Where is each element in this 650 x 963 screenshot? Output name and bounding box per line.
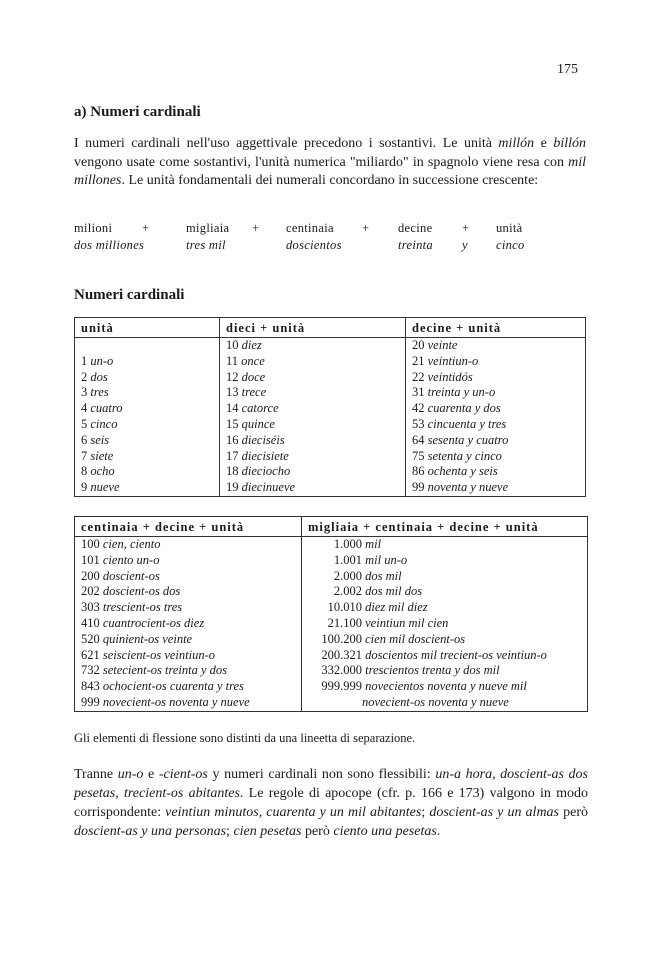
seq-term: milioni <box>74 221 113 235</box>
table-cell <box>412 433 579 449</box>
seq-term: centinaia <box>286 221 334 235</box>
cell-number: 9 <box>81 480 88 495</box>
cell-word: doscientos mil trecient-os veintiun-o <box>365 647 547 662</box>
cell-number: 14 <box>226 401 239 416</box>
cell-number: 99 <box>412 480 425 495</box>
cell-word: cien mil doscient-os <box>365 631 466 646</box>
seq-example: tres mil <box>186 238 226 252</box>
cell-number: 12 <box>226 369 239 384</box>
table-title: Numeri cardinali <box>74 287 185 303</box>
cell-word: mil un-o <box>365 552 408 567</box>
cell-word: un-o <box>90 353 114 368</box>
table-cell <box>226 354 399 370</box>
cell-number: 732 <box>81 663 100 678</box>
column-header: dieci + unità <box>220 318 406 338</box>
table-cell <box>81 663 295 679</box>
cell-number: 18 <box>226 464 239 479</box>
table-column <box>220 338 406 497</box>
table-cell <box>81 616 295 632</box>
cell-word: diez <box>241 338 262 352</box>
table-cell <box>226 433 399 449</box>
table-cell <box>81 433 213 449</box>
table-cell <box>226 338 399 354</box>
cell-word: noventa y nueve <box>427 480 509 495</box>
cell-number: 17 <box>226 448 239 463</box>
cell-word: veintidós <box>427 369 473 384</box>
cell-number: 20 <box>412 338 425 352</box>
cell-word: setecient-os treinta y dos <box>102 663 228 678</box>
cell-number: 621 <box>81 647 100 662</box>
table-cell <box>308 663 581 679</box>
cell-number: 86 <box>412 464 425 479</box>
cell-number: 332.000 <box>321 663 362 678</box>
cell-number: 31 <box>412 385 425 400</box>
table-cell <box>81 417 213 433</box>
seq-example: doscientos <box>286 238 342 252</box>
cell-number: 100 <box>81 537 100 551</box>
seq-plus: + <box>462 221 470 235</box>
table-cell <box>81 370 213 386</box>
table-cell <box>81 648 295 664</box>
cell-number: 4 <box>81 401 88 416</box>
cell-number: 1 <box>81 353 88 368</box>
cell-word: dos mil <box>365 568 402 583</box>
cell-word: catorce <box>241 401 279 416</box>
table-cell <box>308 679 581 695</box>
table-cell <box>308 537 581 553</box>
cell-number: 64 <box>412 432 425 447</box>
cell-number: 202 <box>81 584 100 599</box>
table-cell <box>412 449 579 465</box>
table-cell <box>226 370 399 386</box>
table-cell <box>412 480 579 496</box>
cell-word: dos <box>90 369 108 384</box>
table-cell <box>226 449 399 465</box>
cell-number: 22 <box>412 369 425 384</box>
cell-number: 200 <box>81 568 100 583</box>
seq-example: treinta <box>398 238 433 252</box>
cell-number: 410 <box>81 615 100 630</box>
cell-word: cincuenta y tres <box>427 416 507 431</box>
cell-word: veinte <box>427 338 458 352</box>
table-cell <box>81 632 295 648</box>
cell-word: doscient-os dos <box>102 584 181 599</box>
cell-number: 11 <box>226 353 239 368</box>
cell-number: 42 <box>412 401 425 416</box>
cell-number: 101 <box>81 552 100 567</box>
cell-number: 19 <box>226 480 239 495</box>
table-cell <box>308 632 581 648</box>
cell-word: setenta y cinco <box>427 448 502 463</box>
cell-word: quinient-os veinte <box>102 631 193 646</box>
table-cell <box>81 464 213 480</box>
cell-number: 2.000 <box>333 568 362 583</box>
table-cell <box>308 553 581 569</box>
cell-word: ocho <box>90 464 115 479</box>
cell-word: trece <box>241 385 267 400</box>
cell-number: 16 <box>226 432 239 447</box>
table-cell <box>81 385 213 401</box>
cell-number: 843 <box>81 679 100 694</box>
cell-word: trescient-os tres <box>102 600 183 615</box>
cell-word: dieciocho <box>241 464 291 479</box>
seq-plus: + <box>142 221 150 235</box>
table-cell <box>412 370 579 386</box>
table-cell <box>308 600 581 616</box>
table-cell <box>81 600 295 616</box>
table-column <box>75 338 220 497</box>
table-cell <box>308 648 581 664</box>
cell-number: 21 <box>412 353 425 368</box>
table-column <box>406 338 586 497</box>
cell-word: tres <box>90 385 109 400</box>
cell-word: doscient-os <box>102 568 160 583</box>
table-cell <box>226 401 399 417</box>
cell-word: mil <box>365 537 382 551</box>
seq-term: unità <box>496 221 523 235</box>
cell-number: 100.200 <box>321 631 362 646</box>
cell-word: diecinueve <box>241 480 296 495</box>
cell-number: 2.002 <box>333 584 362 599</box>
seq-term: decine <box>398 221 433 235</box>
cell-word: seis <box>90 432 110 447</box>
seq-plus: + <box>252 221 260 235</box>
table-footnote: Gli elementi di flessione sono distinti da una lineetta di separazione. <box>74 731 416 745</box>
seq-example: cinco <box>496 238 525 252</box>
cell-number: 10.010 <box>327 600 362 615</box>
table-cell <box>226 417 399 433</box>
table-cell <box>412 417 579 433</box>
table-cell <box>412 338 579 354</box>
table-cell <box>226 464 399 480</box>
cell-number: 1.000 <box>333 537 362 551</box>
cell-word: siete <box>90 448 114 463</box>
table-cell <box>308 616 581 632</box>
table-cell <box>81 401 213 417</box>
table-cell <box>308 569 581 585</box>
table-cell <box>81 584 295 600</box>
cell-number: 7 <box>81 448 88 463</box>
table-cell <box>81 569 295 585</box>
cell-word: sesenta y cuatro <box>427 432 509 447</box>
cell-word: nueve <box>90 480 120 495</box>
cell-number: 3 <box>81 385 88 400</box>
closing-paragraph: Tranne un-o e -cient-os y numeri cardinali non sono flessibili: un-a hora, doscient-as dos pesetas, trecient-os abitantes. Le regole di apocope (cfr. p. 166 e 173) valgono in modo corrispondente: veintiun minutos, cuarenta y un mil abitantes; doscient-as y un almas però doscient-as y una personas; cien pesetas però ciento una pesetas. <box>74 767 589 839</box>
cell-word: trescientos trenta y dos mil <box>365 663 500 678</box>
cell-number: 999.999 <box>321 679 362 694</box>
cell-word: ochocient-os cuarenta y tres <box>102 679 244 694</box>
intro-paragraph: I numeri cardinali nell'uso aggettivale precedono i sostantivi. Le unità millón e billón vengono usate come sostantivi, l'unità numerica "miliardo" in spagnolo viene resa con mil millones. Le unità fondamentali dei numerali concordano in successione crescente: <box>74 136 586 188</box>
table-cell <box>308 584 581 600</box>
table-cell <box>412 385 579 401</box>
cell-word: veintiun-o <box>427 353 479 368</box>
table-cell <box>81 695 295 711</box>
cell-word: ciento un-o <box>102 552 160 567</box>
table-cell <box>81 553 295 569</box>
seq-example: y <box>462 238 468 252</box>
cell-number: 8 <box>81 464 88 479</box>
cell-word: once <box>241 353 265 368</box>
cell-word: cinco <box>90 416 118 431</box>
table-cell <box>226 480 399 496</box>
cell-word: diez mil diez <box>365 600 428 615</box>
seq-example: dos milliones <box>74 238 145 252</box>
table-cell <box>308 695 581 711</box>
seq-term: migliaia <box>186 221 230 235</box>
cell-word: treinta y un-o <box>427 385 496 400</box>
cell-word: dieciséis <box>241 432 285 447</box>
cell-number: 21.100 <box>327 615 362 630</box>
table-cell <box>226 385 399 401</box>
cell-word: cien, ciento <box>102 537 161 551</box>
cell-word: cuarenta y dos <box>427 401 501 416</box>
cell-number: 1.001 <box>333 552 362 567</box>
cell-number: 15 <box>226 416 239 431</box>
cell-number: 6 <box>81 432 88 447</box>
section-heading: a) Numeri cardinali <box>74 104 201 120</box>
cell-word: novecient-os noventa y nueve <box>362 694 509 709</box>
cell-number: 5 <box>81 416 88 431</box>
table-column <box>302 537 588 712</box>
table-cell <box>412 354 579 370</box>
column-header: migliaia + centinaia + decine + unità <box>302 517 588 537</box>
table-cell <box>81 338 213 354</box>
table-cell <box>81 679 295 695</box>
cell-word: diecisiete <box>241 448 289 463</box>
cell-word: cuatro <box>90 401 123 416</box>
table-column <box>75 537 302 712</box>
cell-word: novecientos noventa y nueve mil <box>365 679 527 694</box>
cell-word: cuantrocient-os diez <box>102 615 205 630</box>
cell-number: 200.321 <box>321 647 362 662</box>
seq-plus: + <box>362 221 370 235</box>
cell-number: 10 <box>226 338 239 352</box>
cell-word: novecient-os noventa y nueve <box>102 694 250 709</box>
table-cell <box>81 537 295 553</box>
cell-word: seiscient-os veintiun-o <box>102 647 215 662</box>
cell-word: ochenta y seis <box>427 464 498 479</box>
cell-number: 53 <box>412 416 425 431</box>
cell-number: 999 <box>81 694 100 709</box>
cardinals-table-1 <box>74 317 586 497</box>
column-header: centinaia + decine + unità <box>75 517 302 537</box>
cell-word: quince <box>241 416 275 431</box>
cell-number: 2 <box>81 369 88 384</box>
cell-number: 75 <box>412 448 425 463</box>
column-header: decine + unità <box>406 318 586 338</box>
cardinals-table-2 <box>74 516 588 712</box>
cell-number: 13 <box>226 385 239 400</box>
page-number: 175 <box>557 62 578 77</box>
table-cell <box>81 354 213 370</box>
table-cell <box>81 449 213 465</box>
table-cell <box>412 401 579 417</box>
cell-word: veintiun mil cien <box>365 615 449 630</box>
cell-word: doce <box>241 369 266 384</box>
cell-word: dos mil dos <box>365 584 423 599</box>
column-header: unità <box>75 318 220 338</box>
cell-number: 303 <box>81 600 100 615</box>
cell-number: 520 <box>81 631 100 646</box>
table-cell <box>412 464 579 480</box>
table-cell <box>81 480 213 496</box>
